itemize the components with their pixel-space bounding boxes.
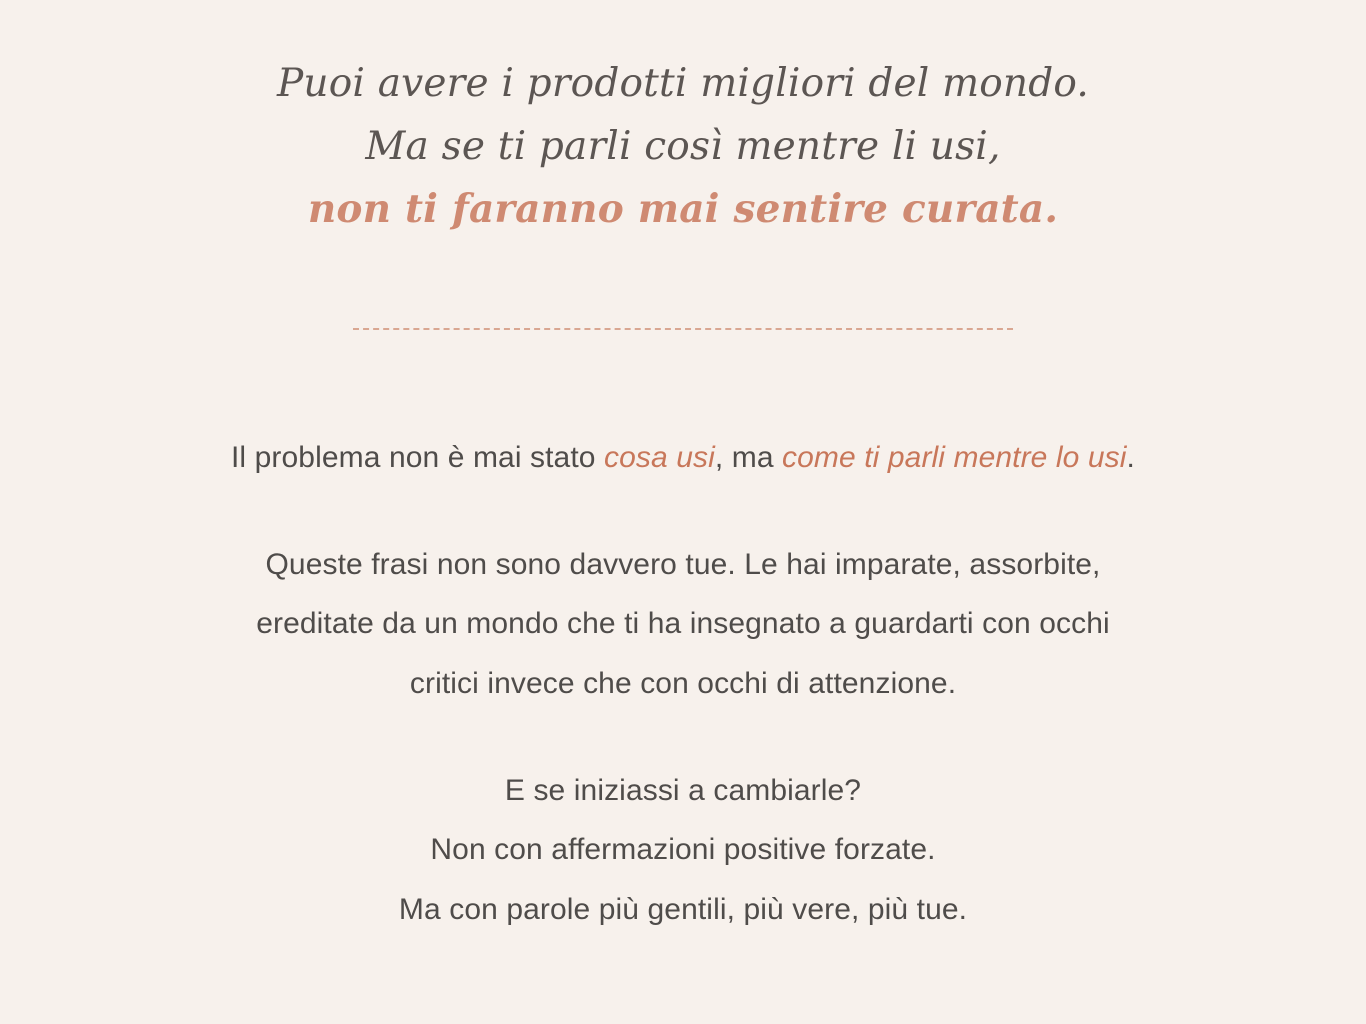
paragraph-3-line-1: E se iniziassi a cambiarle? [504,774,862,808]
paragraph-1-part-1: Il problema non è mai stato [231,440,604,474]
dashed-divider [353,328,1013,332]
body-copy [0,428,1366,940]
paragraph-2-line-3: critici invece che con occhi di attenzione. [409,666,957,700]
headline-line-2: Ma se ti parli così mentre li usi, [365,124,1001,170]
headline-block [277,52,1089,242]
paragraph-1 [0,428,1366,487]
paragraph-3-line-3: Ma con parole più gentili, più vere, più tue. [398,892,968,926]
paragraph-1-part-2: , ma [714,440,783,474]
paragraph-3-line-2: Non con affermazioni positive forzate. [430,833,936,867]
divider-container [0,328,1366,332]
paragraph-1-part-3: . [1126,440,1135,474]
headline-line-3-accent: non ti faranno mai sentire curata. [307,186,1059,233]
paragraph-2 [0,535,1366,713]
paragraph-1-accent-1: cosa usi [604,440,715,474]
headline-line-1: Puoi avere i prodotti migliori del mondo. [276,61,1090,106]
paragraph-1-accent-2: come ti parli mentre lo usi [782,440,1127,474]
paragraph-3 [0,761,1366,939]
paragraph-2-line-2: ereditate da un mondo che ti ha insegnato a guardarti con occhi [256,607,1110,641]
paragraph-2-line-1: Queste frasi non sono davvero tue. Le hai imparate, assorbite, [265,547,1101,581]
